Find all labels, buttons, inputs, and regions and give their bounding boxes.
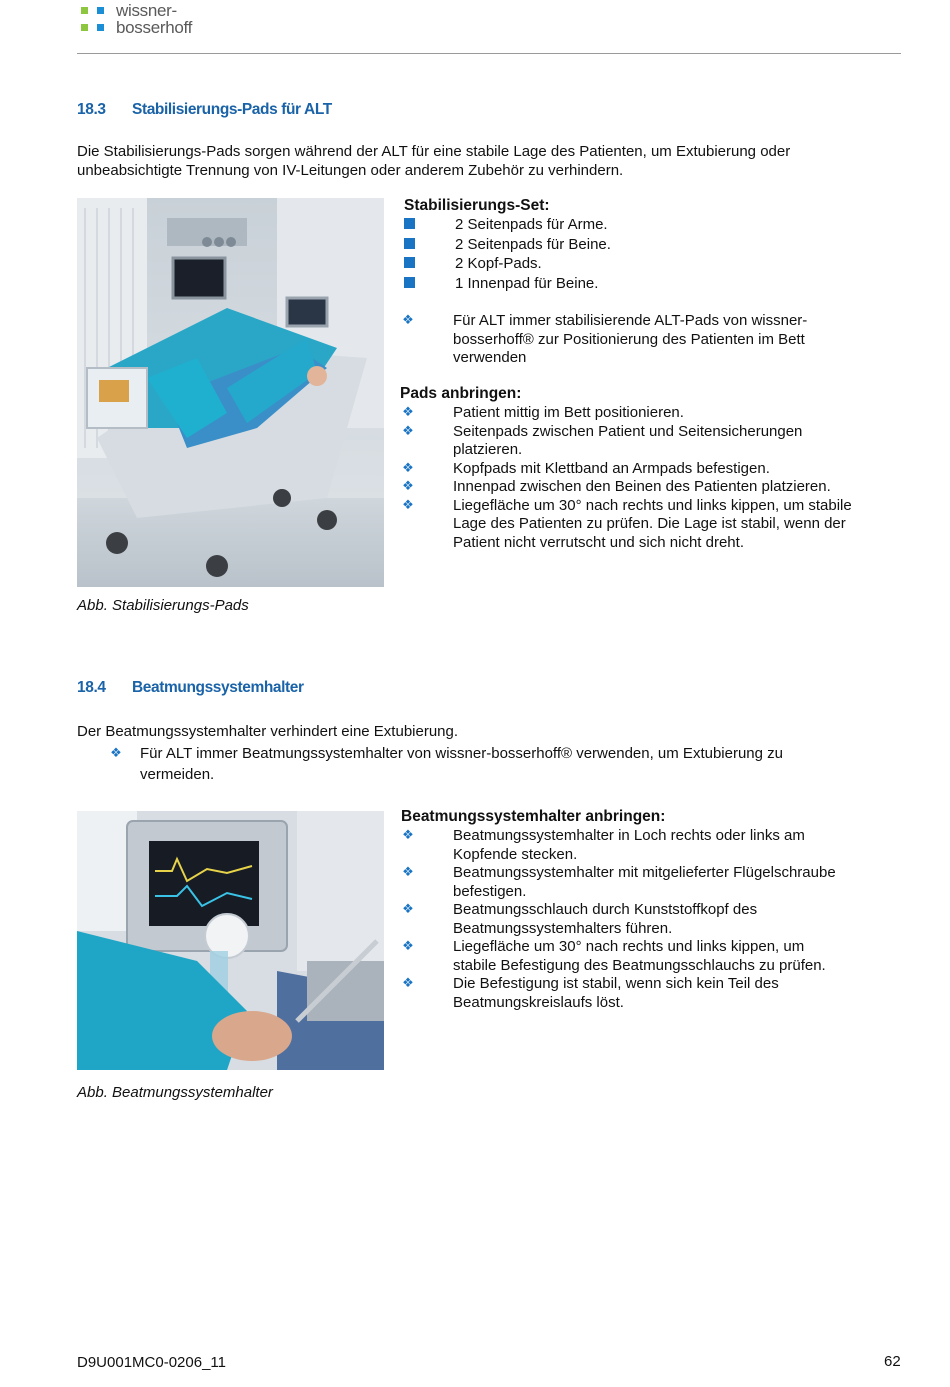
note-line: Für ALT immer stabilisierende ALT-Pads von wissner- bbox=[453, 312, 808, 329]
list-item-text: 2 Kopf-Pads. bbox=[455, 255, 542, 272]
note-line: bosserhoff® zur Positionierung des Patienten im Bett bbox=[453, 330, 805, 348]
section-number: 18.4 bbox=[77, 679, 106, 696]
list-item bbox=[87, 744, 887, 785]
photo-stabilization-pads bbox=[77, 198, 384, 587]
section-intro bbox=[77, 142, 907, 180]
note-line: vermeiden. bbox=[140, 765, 215, 783]
list-item bbox=[400, 497, 910, 553]
list-item bbox=[400, 423, 910, 460]
set-list bbox=[402, 216, 902, 293]
square-bullet-icon bbox=[404, 238, 415, 249]
company-logo bbox=[80, 2, 280, 36]
list-item-text: 1 Innenpad für Beine. bbox=[455, 274, 599, 292]
four-diamond-bullet-icon: ❖ bbox=[402, 828, 414, 843]
section-number: 18.3 bbox=[77, 101, 106, 118]
logo-square-icon bbox=[97, 7, 104, 14]
section-title: Stabilisierungs-Pads für ALT bbox=[132, 101, 332, 118]
square-bullet-icon bbox=[404, 277, 415, 288]
list-item bbox=[400, 938, 910, 975]
four-diamond-bullet-icon: ❖ bbox=[402, 405, 414, 420]
list-item-text: Patient mittig im Bett positionieren. bbox=[453, 404, 684, 421]
list-item-text: Kopfpads mit Klettband an Armpads befestigen. bbox=[453, 459, 770, 477]
logo-text-line1: wissner- bbox=[116, 1, 177, 20]
list-item bbox=[400, 312, 900, 368]
four-diamond-bullet-icon: ❖ bbox=[402, 460, 414, 476]
apply-list bbox=[400, 404, 910, 552]
list-item bbox=[402, 255, 902, 274]
intro-line: Die Stabilisierungs-Pads sorgen während der ALT für eine stabile Lage des Patienten, um Extubierung oder bbox=[77, 143, 791, 160]
note-line: verwenden bbox=[453, 349, 527, 366]
figure-caption: Abb. Stabilisierungs-Pads bbox=[77, 597, 249, 614]
list-item bbox=[400, 478, 910, 497]
note-list bbox=[87, 744, 887, 785]
document-code: D9U001MC0-0206_11 bbox=[77, 1354, 226, 1371]
page-number: 62 bbox=[884, 1353, 901, 1370]
list-item bbox=[400, 460, 910, 479]
list-item bbox=[400, 827, 910, 864]
list-item bbox=[402, 216, 902, 235]
note-list bbox=[400, 312, 900, 368]
list-item-text: Beatmungskreislaufs löst. bbox=[453, 993, 624, 1011]
logo-square-icon bbox=[97, 24, 104, 31]
four-diamond-bullet-icon: ❖ bbox=[402, 976, 414, 991]
list-item-text: Die Befestigung ist stabil, wenn sich kein Teil des bbox=[453, 975, 779, 992]
square-bullet-icon bbox=[404, 257, 415, 268]
list-item-text: platzieren. bbox=[453, 441, 523, 458]
four-diamond-bullet-icon: ❖ bbox=[402, 865, 414, 880]
ventilator-illustration bbox=[77, 811, 384, 1070]
set-heading: Stabilisierungs-Set: bbox=[404, 197, 550, 214]
list-item bbox=[402, 236, 902, 255]
section-intro: Der Beatmungssystemhalter verhindert eine Extubierung. bbox=[77, 723, 459, 740]
list-item-text: 2 Seitenpads für Beine. bbox=[455, 235, 611, 253]
list-item bbox=[400, 404, 910, 423]
list-item-text: Beatmungssystemhalter mit mitgelieferter Flügelschraube bbox=[453, 864, 836, 881]
list-item-text: Beatmungsschlauch durch Kunststoffkopf des bbox=[453, 901, 758, 918]
logo-square-icon bbox=[81, 24, 88, 31]
bed-illustration bbox=[77, 198, 384, 587]
apply-heading: Pads anbringen: bbox=[400, 385, 522, 402]
apply-heading: Beatmungssystemhalter anbringen: bbox=[401, 808, 666, 825]
list-item-text: Seitenpads zwischen Patient und Seitensicherungen bbox=[453, 422, 803, 440]
list-item-text: Lage des Patienten zu prüfen. Die Lage ist stabil, wenn der bbox=[453, 515, 846, 532]
list-item-text: Beatmungssystemhalter in Loch rechts oder links am bbox=[453, 827, 805, 844]
four-diamond-bullet-icon: ❖ bbox=[402, 479, 414, 494]
logo-text-line2: bosserhoff bbox=[116, 18, 193, 37]
four-diamond-bullet-icon: ❖ bbox=[402, 313, 414, 328]
apply-list bbox=[400, 827, 910, 1012]
list-item-text: Liegefläche um 30° nach rechts und links kippen, um bbox=[453, 938, 805, 955]
logo-square-icon bbox=[81, 7, 88, 14]
note-line: Für ALT immer Beatmungssystemhalter von wissner-bosserhoff® verwenden, um Extubierung zu bbox=[140, 745, 784, 762]
list-item-text: Kopfende stecken. bbox=[453, 845, 578, 863]
four-diamond-bullet-icon: ❖ bbox=[402, 902, 414, 917]
list-item-text: Patient nicht verrutscht und sich nicht dreht. bbox=[453, 533, 744, 551]
list-item-text: stabile Befestigung des Beatmungsschlauchs zu prüfen. bbox=[453, 956, 826, 974]
list-item bbox=[400, 864, 910, 901]
four-diamond-bullet-icon: ❖ bbox=[402, 497, 414, 513]
header-divider bbox=[77, 53, 901, 54]
square-bullet-icon bbox=[404, 218, 415, 229]
four-diamond-bullet-icon: ❖ bbox=[402, 423, 414, 439]
section-title: Beatmungssystemhalter bbox=[132, 679, 304, 696]
list-item-text: Innenpad zwischen den Beinen des Patienten platzieren. bbox=[453, 478, 831, 495]
list-item bbox=[400, 975, 910, 1012]
list-item-text: Beatmungssystemhalters führen. bbox=[453, 919, 673, 937]
figure-caption: Abb. Beatmungssystemhalter bbox=[77, 1084, 273, 1101]
list-item-text: befestigen. bbox=[453, 882, 527, 900]
list-item bbox=[400, 901, 910, 938]
list-item-text: 2 Seitenpads für Arme. bbox=[455, 216, 608, 233]
list-item-text: Liegefläche um 30° nach rechts und links kippen, um stabile bbox=[453, 496, 852, 514]
four-diamond-bullet-icon: ❖ bbox=[402, 939, 414, 954]
photo-ventilator-holder bbox=[77, 811, 384, 1070]
list-item bbox=[402, 275, 902, 294]
intro-line: unbeabsichtigte Trennung von IV-Leitungen oder anderem Zubehör zu verhindern. bbox=[77, 162, 624, 179]
four-diamond-bullet-icon: ❖ bbox=[110, 746, 122, 761]
